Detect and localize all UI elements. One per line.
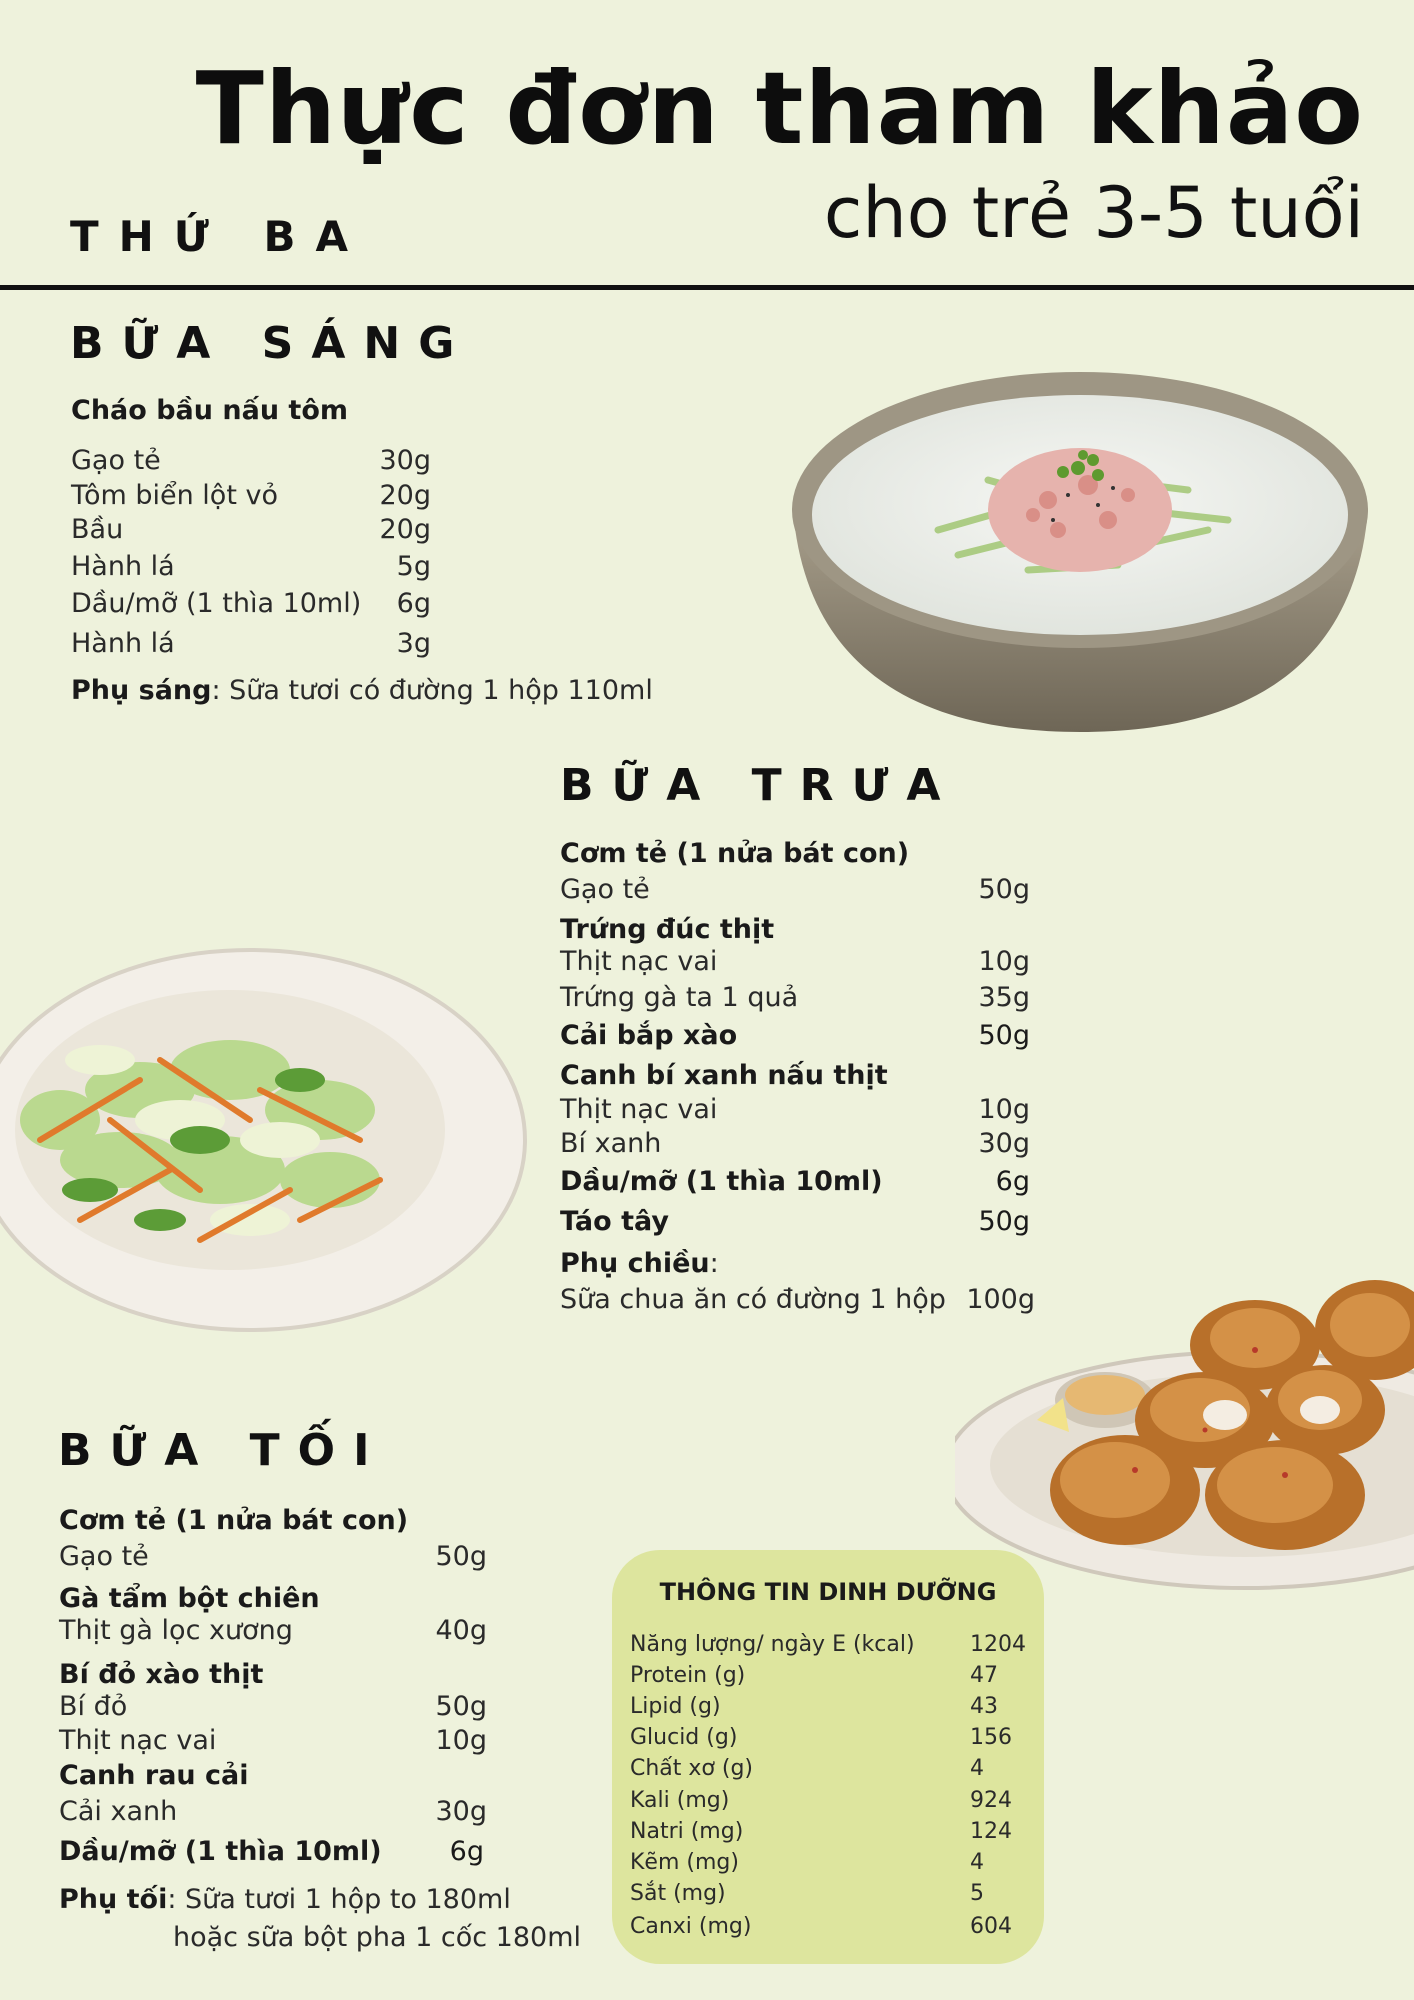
nutrient-value: 924 bbox=[970, 1788, 1012, 1813]
nutrient-value: 156 bbox=[970, 1725, 1012, 1750]
dinner-heading: BỮA TỐI bbox=[58, 1425, 388, 1476]
dish-name: Dầu/mỡ (1 thìa 10ml) bbox=[59, 1836, 382, 1867]
nutrient-name: Canxi (mg) bbox=[630, 1914, 752, 1939]
nutrition-row bbox=[630, 1850, 1030, 1878]
ingredient-qty: 50g bbox=[435, 1691, 487, 1722]
ingredient-row bbox=[560, 1094, 1030, 1128]
ingredient-qty: 10g bbox=[978, 1094, 1030, 1125]
dish-name: Táo tây bbox=[560, 1206, 670, 1237]
dish-qty: 50g bbox=[978, 1020, 1030, 1051]
day-label: THỨ BA bbox=[70, 212, 369, 261]
ingredient-qty: 20g bbox=[379, 514, 431, 545]
lunch-soup-dish: Canh bí xanh nấu thịt bbox=[560, 1060, 888, 1091]
ingredient-name: Hành lá bbox=[71, 628, 175, 659]
nutrient-name: Protein (g) bbox=[630, 1663, 746, 1688]
nutrition-row bbox=[630, 1632, 1030, 1660]
ingredient-name: Thịt nạc vai bbox=[560, 946, 718, 977]
ingredient-row bbox=[71, 480, 431, 514]
ingredient-row bbox=[71, 628, 431, 662]
side-label: Phụ chiều bbox=[560, 1248, 710, 1279]
nutrition-row bbox=[630, 1756, 1030, 1784]
ingredient-qty: 50g bbox=[978, 874, 1030, 905]
nutrient-value: 1204 bbox=[970, 1632, 1026, 1657]
ingredient-qty: 35g bbox=[978, 982, 1030, 1013]
nutrition-row bbox=[630, 1881, 1030, 1909]
ingredient-qty: 50g bbox=[435, 1541, 487, 1572]
lunch-oil bbox=[560, 1166, 1030, 1200]
lunch-menu bbox=[560, 838, 1035, 1318]
nutrient-value: 43 bbox=[970, 1694, 998, 1719]
ingredient-row bbox=[71, 445, 431, 479]
dish-name: Cải bắp xào bbox=[560, 1020, 738, 1051]
porridge-bowl-image bbox=[788, 360, 1373, 740]
nutrient-value: 124 bbox=[970, 1819, 1012, 1844]
lunch-apple bbox=[560, 1206, 1030, 1240]
dish-qty: 6g bbox=[995, 1166, 1030, 1197]
nutrient-value: 47 bbox=[970, 1663, 998, 1688]
ingredient-name: Gạo tẻ bbox=[59, 1541, 149, 1572]
nutrition-row bbox=[630, 1914, 1030, 1942]
ingredient-name: Thịt gà lọc xương bbox=[59, 1615, 293, 1646]
ingredient-row bbox=[59, 1691, 487, 1725]
ingredient-name: Bầu bbox=[71, 514, 124, 545]
dinner-side-note bbox=[59, 1884, 511, 1915]
nutrition-row bbox=[630, 1788, 1030, 1816]
ingredient-row bbox=[560, 1128, 1030, 1162]
ingredient-name: Cải xanh bbox=[59, 1796, 178, 1827]
nutrition-panel bbox=[612, 1550, 1044, 1964]
lunch-rice-dish: Cơm tẻ (1 nửa bát con) bbox=[560, 838, 910, 869]
ingredient-qty: 5g bbox=[396, 551, 431, 582]
page-title: Thực đơn tham khảo bbox=[195, 50, 1364, 167]
ingredient-row bbox=[560, 982, 1030, 1016]
ingredient-row bbox=[71, 551, 431, 585]
lunch-heading: BỮA TRƯA bbox=[560, 760, 959, 811]
ingredient-name: Bí đỏ bbox=[59, 1691, 128, 1722]
ingredient-name: Tôm biển lột vỏ bbox=[71, 480, 278, 511]
nutrition-row bbox=[630, 1725, 1030, 1753]
ingredient-name: Bí xanh bbox=[560, 1128, 662, 1159]
dinner-side-note-cont: hoặc sữa bột pha 1 cốc 180ml bbox=[173, 1922, 582, 1953]
dinner-greens-dish: Canh rau cải bbox=[59, 1760, 249, 1791]
lunch-egg-dish: Trứng đúc thịt bbox=[560, 914, 775, 945]
ingredient-name: Thịt nạc vai bbox=[560, 1094, 718, 1125]
side-text: : Sữa tươi có đường 1 hộp 110ml bbox=[211, 675, 653, 706]
ingredient-qty: 6g bbox=[396, 588, 431, 619]
ingredient-name: Gạo tẻ bbox=[560, 874, 650, 905]
dinner-chicken-dish: Gà tẩm bột chiên bbox=[59, 1583, 320, 1614]
dish-name: Dầu/mỡ (1 thìa 10ml) bbox=[560, 1166, 883, 1197]
nutrient-name: Chất xơ (g) bbox=[630, 1756, 754, 1781]
ingredient-row bbox=[560, 874, 1030, 908]
side-colon: : bbox=[709, 1248, 719, 1279]
nutrient-name: Kẽm (mg) bbox=[630, 1850, 739, 1875]
dish-qty: 50g bbox=[978, 1206, 1030, 1237]
ingredient-row bbox=[71, 514, 431, 548]
ingredient-qty: 30g bbox=[435, 1796, 487, 1827]
dish-qty: 6g bbox=[449, 1836, 484, 1867]
cabbage-plate-image bbox=[0, 940, 530, 1340]
nutrient-name: Glucid (g) bbox=[630, 1725, 738, 1750]
side-label: Phụ tối bbox=[59, 1884, 168, 1915]
ingredient-name: Hành lá bbox=[71, 551, 175, 582]
fried-chicken-plate-image bbox=[955, 1270, 1414, 1600]
side-text: Sữa chua ăn có đường 1 hộp bbox=[560, 1284, 946, 1315]
ingredient-row bbox=[59, 1796, 487, 1830]
ingredient-name: Thịt nạc vai bbox=[59, 1725, 217, 1756]
breakfast-side-note bbox=[71, 675, 653, 706]
nutrient-value: 4 bbox=[970, 1850, 984, 1875]
dinner-oil bbox=[59, 1836, 484, 1870]
nutrient-name: Sắt (mg) bbox=[630, 1881, 726, 1906]
ingredient-name: Trứng gà ta 1 quả bbox=[560, 982, 799, 1013]
ingredient-qty: 20g bbox=[379, 480, 431, 511]
header-divider bbox=[0, 285, 1414, 290]
breakfast-dish: Cháo bầu nấu tôm bbox=[71, 395, 349, 426]
lunch-cabbage-dish bbox=[560, 1020, 1030, 1054]
ingredient-row bbox=[59, 1615, 487, 1649]
dinner-menu-cont bbox=[59, 1760, 489, 1880]
ingredient-name: Gạo tẻ bbox=[71, 445, 161, 476]
nutrient-name: Natri (mg) bbox=[630, 1819, 744, 1844]
nutrition-row bbox=[630, 1694, 1030, 1722]
ingredient-row bbox=[71, 588, 431, 622]
nutrition-row bbox=[630, 1819, 1030, 1847]
nutrient-value: 4 bbox=[970, 1756, 984, 1781]
breakfast-heading: BỮA SÁNG bbox=[70, 318, 473, 369]
ingredient-row bbox=[59, 1541, 487, 1575]
dinner-pumpkin-dish: Bí đỏ xào thịt bbox=[59, 1659, 264, 1690]
dinner-rice-dish: Cơm tẻ (1 nửa bát con) bbox=[59, 1505, 409, 1536]
nutrient-name: Năng lượng/ ngày E (kcal) bbox=[630, 1632, 915, 1657]
ingredient-qty: 10g bbox=[435, 1725, 487, 1756]
dinner-menu bbox=[59, 1505, 489, 1765]
nutrition-title: THÔNG TIN DINH DƯỠNG bbox=[659, 1578, 997, 1606]
ingredient-qty: 30g bbox=[978, 1128, 1030, 1159]
nutrient-name: Lipid (g) bbox=[630, 1694, 721, 1719]
side-label: Phụ sáng bbox=[71, 675, 212, 706]
ingredient-qty: 30g bbox=[379, 445, 431, 476]
nutrient-name: Kali (mg) bbox=[630, 1788, 730, 1813]
side-text: : Sữa tươi 1 hộp to 180ml bbox=[167, 1884, 511, 1915]
ingredient-qty: 40g bbox=[435, 1615, 487, 1646]
ingredient-row bbox=[59, 1725, 487, 1759]
ingredient-row bbox=[560, 946, 1030, 980]
side-qty: 100g bbox=[966, 1284, 1035, 1315]
page-subtitle: cho trẻ 3-5 tuổi bbox=[823, 172, 1364, 254]
ingredient-qty: 3g bbox=[396, 628, 431, 659]
nutrient-value: 604 bbox=[970, 1914, 1012, 1939]
nutrient-value: 5 bbox=[970, 1881, 984, 1906]
nutrition-row bbox=[630, 1663, 1030, 1691]
ingredient-qty: 10g bbox=[978, 946, 1030, 977]
ingredient-name: Dầu/mỡ (1 thìa 10ml) bbox=[71, 588, 362, 619]
